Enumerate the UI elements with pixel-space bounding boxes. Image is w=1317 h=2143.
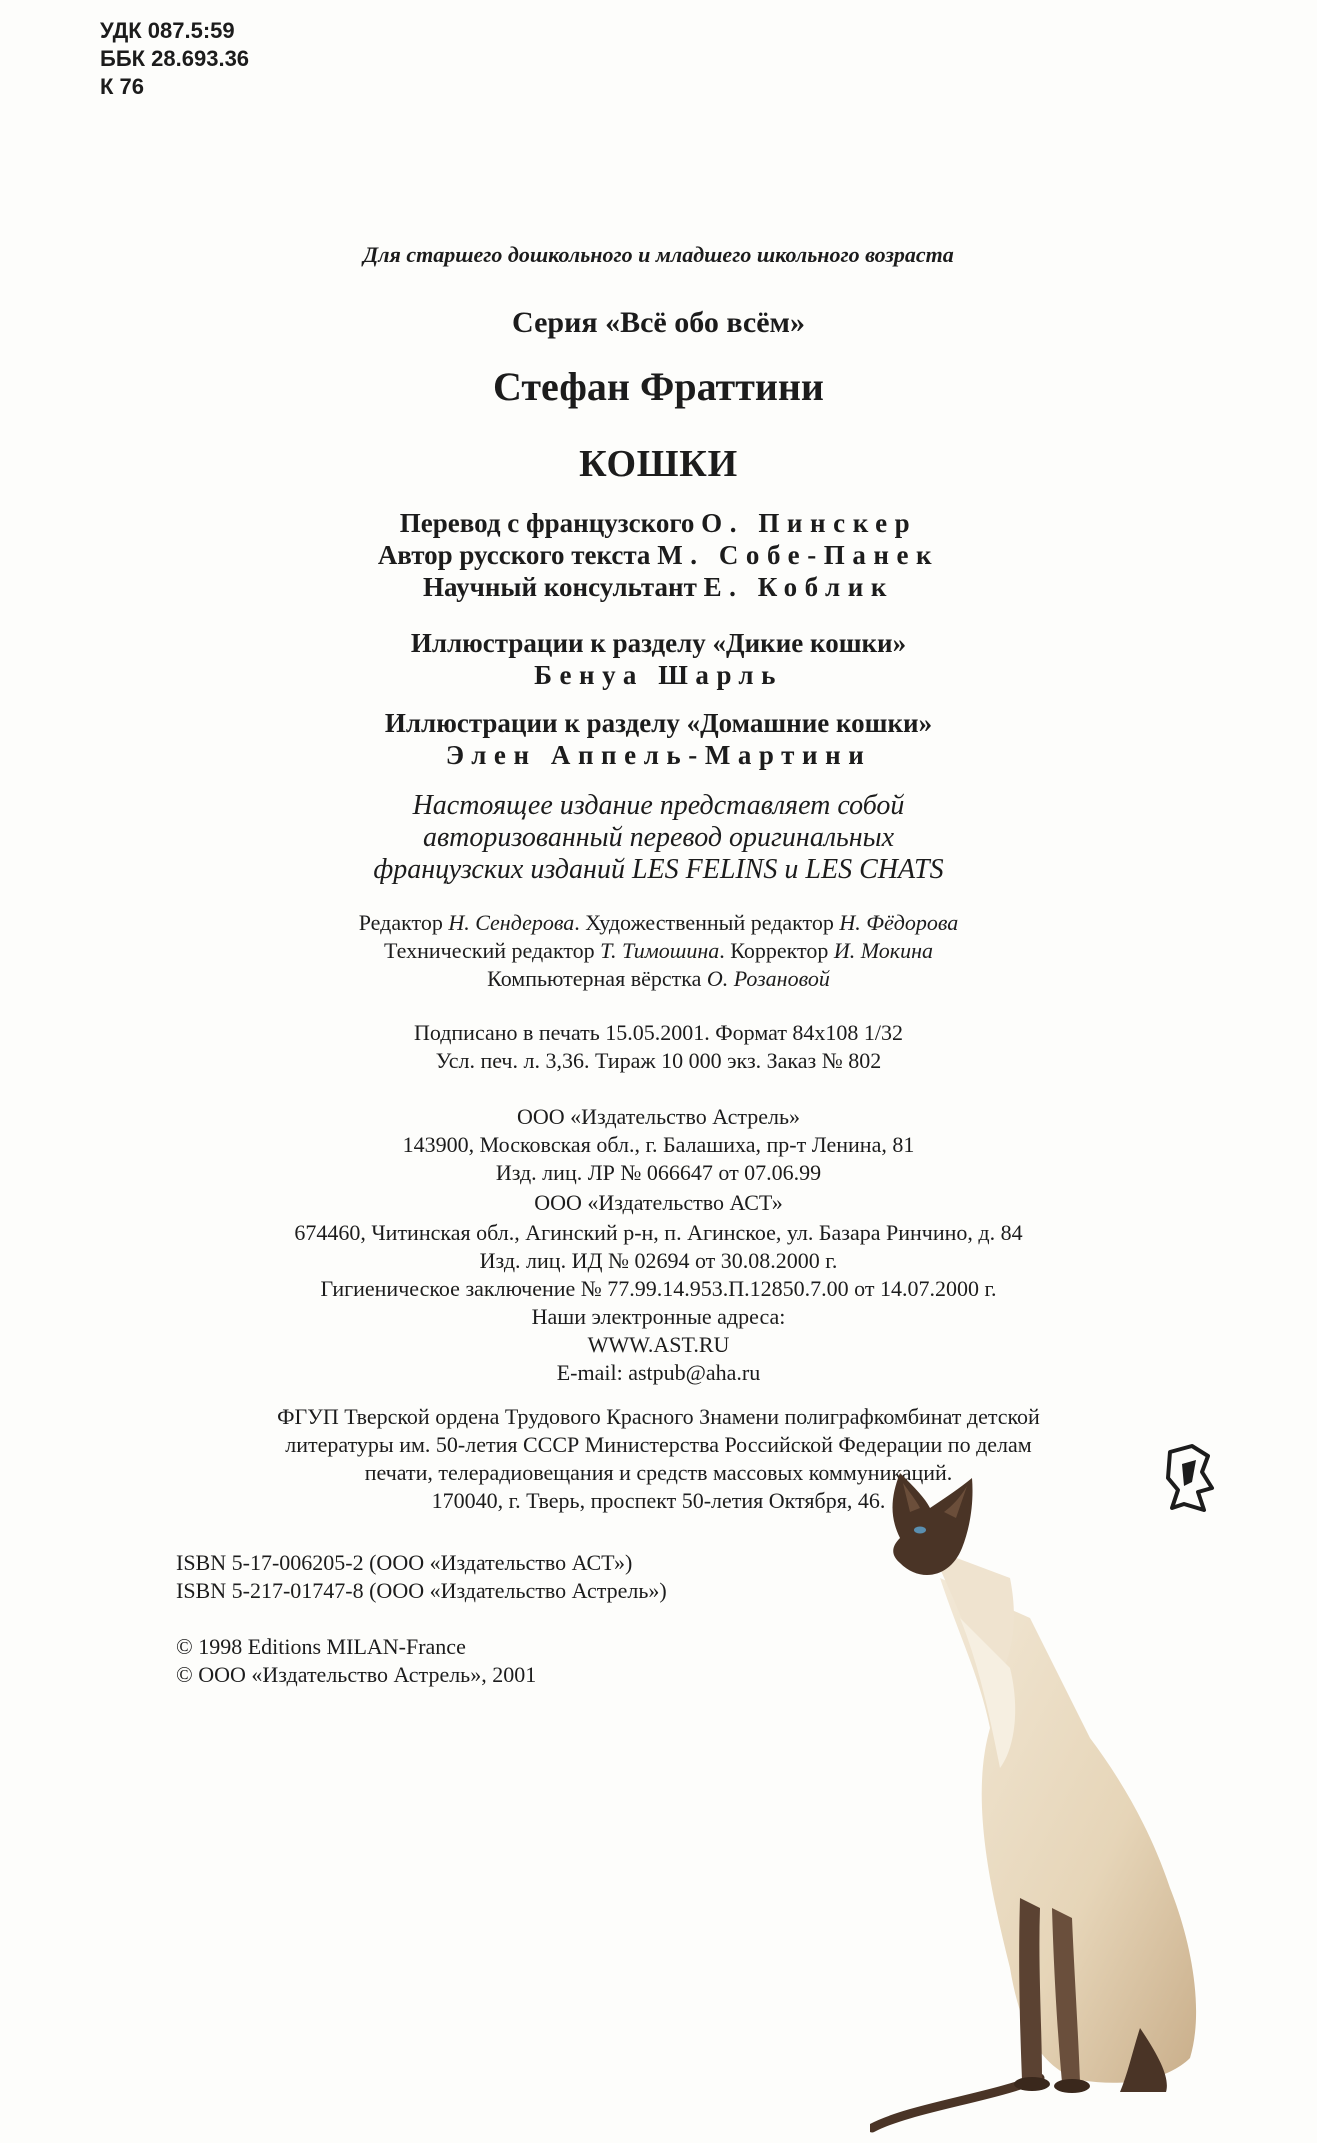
udk-code: УДК 087.5:59 xyxy=(100,18,235,43)
editors-line-3: Компьютерная вёрстка О. Розановой xyxy=(487,966,830,991)
series-title: Серия «Всё обо всём» xyxy=(512,306,805,339)
age-note: Для старшего дошкольного и младшего школьного возраста xyxy=(363,242,954,267)
translator-name: О. Пинскер xyxy=(701,508,918,538)
publisher-ast: ООО «Издательство АСТ» xyxy=(534,1190,783,1215)
consultant-name: Е. Коблик xyxy=(703,572,894,602)
isbn-ast: ISBN 5-17-006205-2 (ООО «Издательство АСТ») xyxy=(176,1550,633,1575)
printer-line-2: литературы им. 50-летия СССР Министерства Российской Федерации по делам xyxy=(285,1432,1032,1457)
hygiene-certificate: Гигиеническое заключение № 77.99.14.953.П.12850.7.00 от 14.07.2000 г. xyxy=(320,1276,997,1301)
publisher-astrel-address: 143900, Московская обл., г. Балашиха, пр-т Ленина, 81 xyxy=(402,1132,915,1157)
credit-consultant: Научный консультант Е. Коблик xyxy=(423,572,894,602)
illustrations-domestic-artist: Элен Аппель-Мартини xyxy=(445,740,872,770)
print-info-line-2: Усл. печ. л. 3,36. Тираж 10 000 экз. Заказ № 802 xyxy=(435,1048,882,1073)
copyright-milan: © 1998 Editions MILAN-France xyxy=(176,1634,466,1659)
website-link: WWW.AST.RU xyxy=(587,1332,730,1357)
printer-line-3: печати, телерадиовещания и средств массовых коммуникаций. xyxy=(364,1460,953,1485)
illustrations-wild-label: Иллюстрации к разделу «Дикие кошки» xyxy=(410,628,907,658)
publisher-astrel: ООО «Издательство Астрель» xyxy=(516,1104,800,1129)
siamese-cat-illustration xyxy=(870,1468,1230,2133)
publisher-ast-address: 674460, Читинская обл., Агинский р-н, п. Агинское, ул. Базара Ринчино, д. 84 xyxy=(294,1220,1023,1245)
author-mark: К 76 xyxy=(100,74,145,99)
web-addresses-label: Наши электронные адреса: xyxy=(531,1304,786,1329)
text-author-name: М. Собе-Панек xyxy=(657,540,940,570)
edition-note-line-1: Настоящее издание представляет собой xyxy=(412,790,905,821)
publisher-ast-license: Изд. лиц. ИД № 02694 от 30.08.2000 г. xyxy=(479,1248,838,1273)
edition-note-line-3: французских изданий LES FELINS и LES CHATS xyxy=(373,854,944,885)
editors-line-1: Редактор Н. Сендерова. Художественный редактор Н. Фёдорова xyxy=(358,910,959,935)
book-title: КОШКИ xyxy=(579,443,738,485)
email-address: E-mail: astpub@aha.ru xyxy=(556,1360,761,1385)
credit-text-author: Автор русского текста М. Собе-Панек xyxy=(377,540,940,570)
editors-line-2: Технический редактор Т. Тимошина. Корректор И. Мокина xyxy=(384,938,933,963)
isbn-astrel: ISBN 5-217-01747-8 (ООО «Издательство Астрель») xyxy=(176,1578,667,1603)
copyright-astrel: © ООО «Издательство Астрель», 2001 xyxy=(176,1662,537,1687)
book-author: Стефан Фраттини xyxy=(493,364,824,409)
bbk-code: ББК 28.693.36 xyxy=(100,46,250,71)
illustrations-wild-artist: Бенуа Шарль xyxy=(534,660,783,690)
edition-note-line-2: авторизованный перевод оригинальных xyxy=(422,822,895,853)
publisher-astrel-license: Изд. лиц. ЛР № 066647 от 07.06.99 xyxy=(495,1160,822,1185)
printer-line-4: 170040, г. Тверь, проспект 50-летия Октября, 46. xyxy=(431,1488,886,1513)
printer-line-1: ФГУП Тверской ордена Трудового Красного Знамени полиграфкомбинат детской xyxy=(277,1404,1040,1429)
illustrations-domestic-label: Иллюстрации к разделу «Домашние кошки» xyxy=(384,708,933,738)
print-info-line-1: Подписано в печать 15.05.2001. Формат 84х108 1/32 xyxy=(413,1020,904,1045)
credit-translator: Перевод с французского О. Пинскер xyxy=(399,508,918,538)
